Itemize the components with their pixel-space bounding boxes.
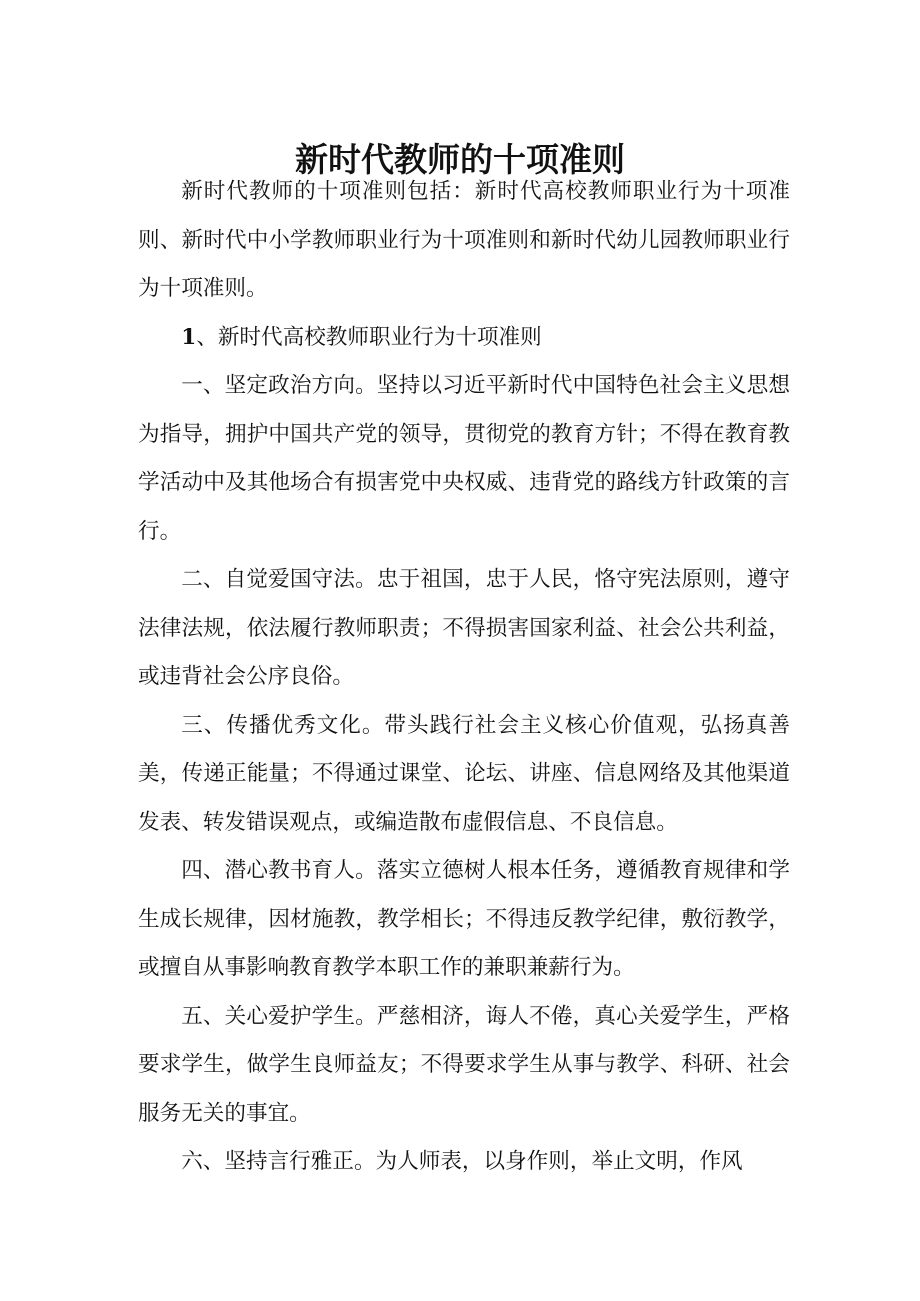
section-number: 1 xyxy=(181,324,197,350)
article-paragraph-6: 六、坚持言行雅正。为人师表，以身作则，举止文明，作风 xyxy=(181,1149,743,1174)
article-paragraph-5: 五、关心爱护学生。严慈相济，诲人不倦，真心关爱学生，严格要求学生，做学生良师益友；不得要求学生从事与教学、科研、社会服务无关的事宜。 xyxy=(138,1003,790,1126)
article-paragraph-4: 四、潜心教书育人。落实立德树人根本任务，遵循教育规律和学生成长规律，因材施教，教学相长；不得违反教学纪律，敷衍教学，或擅自从事影响教育教学本职工作的兼职兼薪行为。 xyxy=(138,858,790,980)
section-heading-text: 、新时代高校教师职业行为十项准则 xyxy=(196,324,542,350)
article-paragraph-3: 三、传播优秀文化。带头践行社会主义核心价值观，弘扬真善美，传递正能量；不得通过课堂、论坛、讲座、信息网络及其他渠道发表、转发错误观点，或编造散布虚假信息、不良信息。 xyxy=(138,712,790,835)
intro-paragraph: 新时代教师的十项准则包括：新时代高校教师职业行为十项准则、新时代中小学教师职业行为十项准则和新时代幼儿园教师职业行为十项准则。 xyxy=(138,179,790,301)
section-heading xyxy=(138,314,790,363)
article-paragraph-1: 一、坚定政治方向。坚持以习近平新时代中国特色社会主义思想为指导，拥护中国共产党的领导，贯彻党的教育方针；不得在教育教学活动中及其他场合有损害党中央权威、违背党的路线方针政策的言行。 xyxy=(138,373,790,544)
page-title: 新时代教师的十项准则 xyxy=(295,140,625,180)
document-body xyxy=(138,168,790,1187)
article-paragraph-2: 二、自觉爱国守法。忠于祖国，忠于人民，恪守宪法原则，遵守法律法规，依法履行教师职责；不得损害国家利益、社会公共利益，或违背社会公序良俗。 xyxy=(138,567,790,689)
